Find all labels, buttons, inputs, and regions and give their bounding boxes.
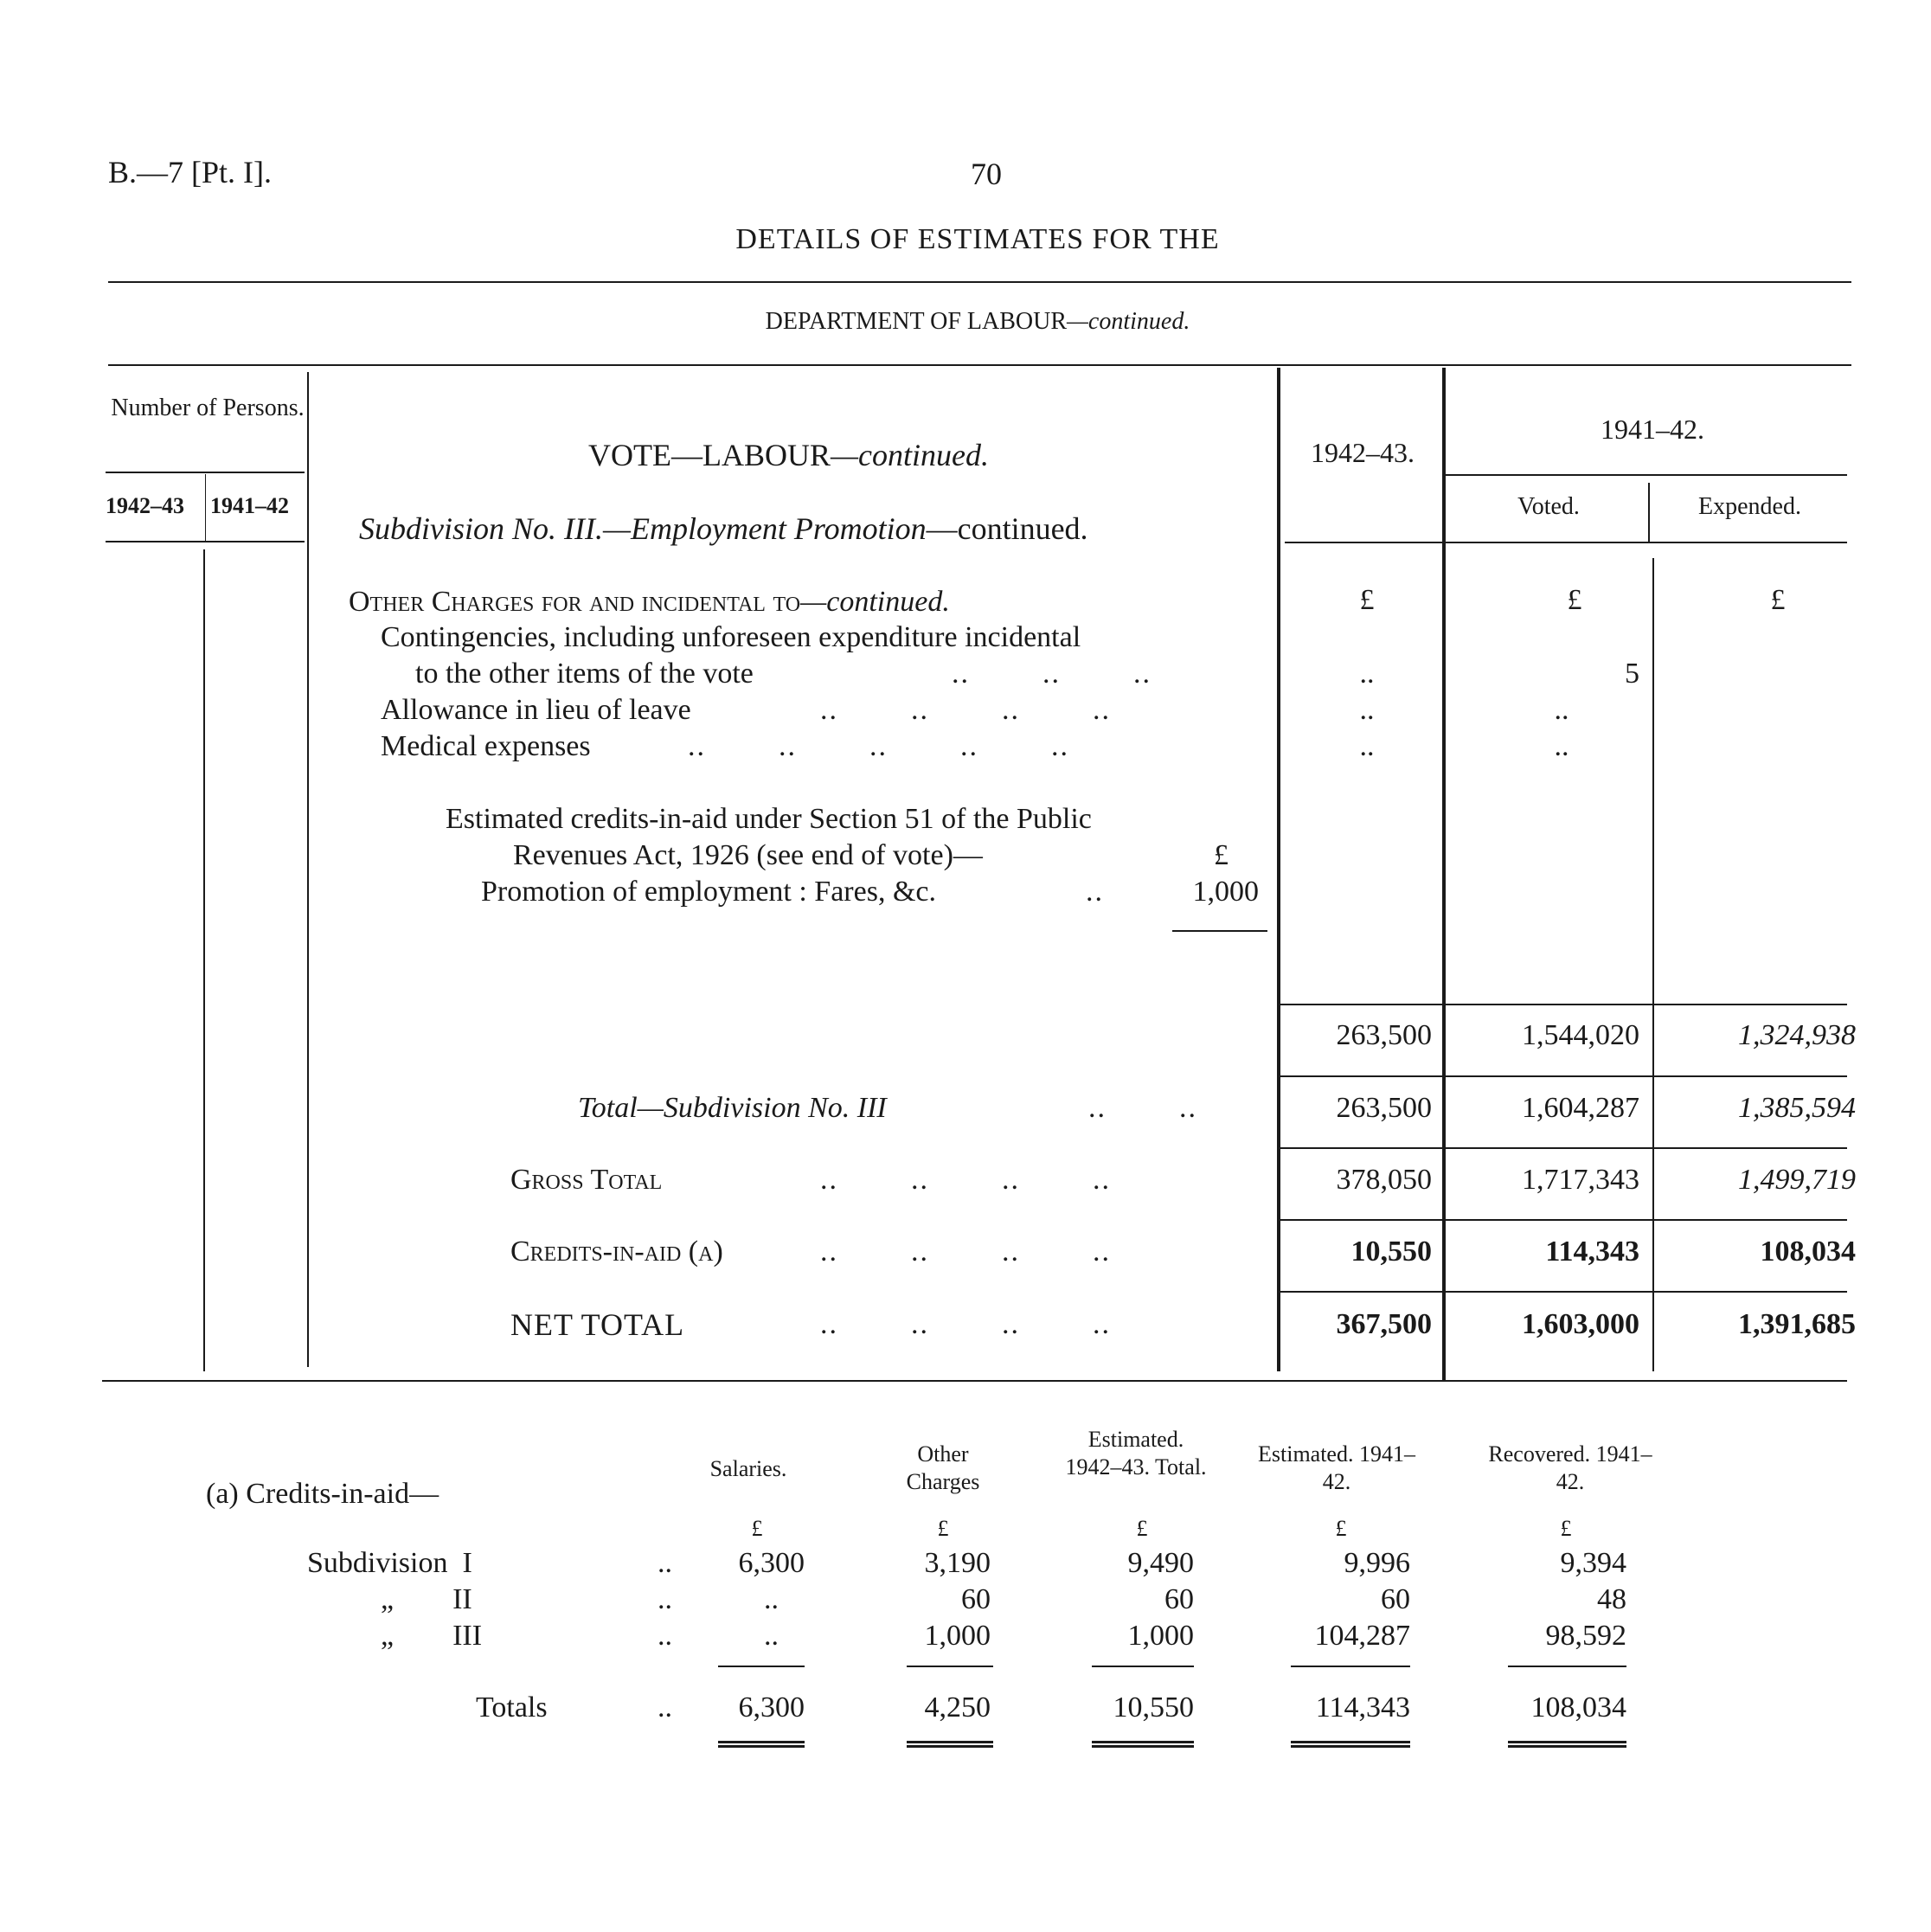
gross-total-label: Gross Total xyxy=(510,1164,663,1196)
footnote-totals-label: Totals xyxy=(476,1691,548,1723)
persons-year-divider xyxy=(205,474,206,542)
footnote-cell: .. xyxy=(764,1620,779,1652)
credits-note-amount: 1,000 xyxy=(1192,876,1259,908)
other-charges-heading-text: Other Charges for and incidental to xyxy=(349,586,801,618)
contingencies-voted: 5 xyxy=(1625,658,1639,690)
totals-rule-4 xyxy=(1280,1219,1847,1221)
subtotal-voted: 1,544,020 xyxy=(1522,1019,1639,1051)
credits-note-currency: £ xyxy=(1214,839,1229,871)
other-charges-heading-suffix: —continued. xyxy=(800,586,950,618)
footnote-currency-1: £ xyxy=(751,1516,763,1541)
description-left-rule xyxy=(307,372,309,1367)
footnote-header-estimated-current: Estimated. 1942–43. Total. xyxy=(1065,1427,1207,1479)
footnote-double-rule xyxy=(1291,1741,1410,1748)
contingencies-leader-dots: .. .. .. xyxy=(952,658,1152,690)
year-prior-header: 1941–42. xyxy=(1601,414,1704,445)
prior-year-left-rule xyxy=(1442,368,1446,1380)
totals-rule-2 xyxy=(1280,1075,1847,1077)
credits-in-aid-voted: 114,343 xyxy=(1545,1236,1639,1268)
totals-rule-3 xyxy=(1280,1147,1847,1149)
leave-allowance-current: .. xyxy=(1359,694,1375,726)
footnote-cell: 6,300 xyxy=(738,1547,805,1579)
totals-rule-5 xyxy=(1280,1291,1847,1293)
voted-header: Voted. xyxy=(1517,493,1580,520)
footnote-total-cell: 6,300 xyxy=(738,1691,805,1723)
footnote-double-rule xyxy=(1508,1741,1626,1748)
footnote-sum-rule xyxy=(1508,1666,1626,1667)
leave-allowance-voted: .. xyxy=(1554,694,1569,726)
contingencies-label-line1: Contingencies, including unforeseen expenditure incidental xyxy=(381,621,1081,653)
footnote-currency-2: £ xyxy=(937,1516,949,1541)
currency-voted: £ xyxy=(1567,584,1582,616)
page-number: 70 xyxy=(971,157,1002,191)
footnote-total-cell: 114,343 xyxy=(1315,1691,1410,1723)
document-reference: B.—7 [Pt. I]. xyxy=(108,155,272,189)
persons-header: Number of Persons. xyxy=(111,395,305,421)
footnote-total-cell: 4,250 xyxy=(924,1691,991,1723)
footnote-row-label: „ II xyxy=(381,1583,472,1615)
department-name: DEPARTMENT OF LABOUR xyxy=(765,308,1068,335)
vote-title-text: VOTE—LABOUR xyxy=(588,438,831,472)
footnote-cell: 9,996 xyxy=(1344,1547,1410,1579)
gross-total-voted: 1,717,343 xyxy=(1522,1164,1639,1196)
footnote-cell: 1,000 xyxy=(924,1620,991,1652)
footnote-cell: 60 xyxy=(1164,1583,1194,1615)
department-heading xyxy=(484,308,1471,336)
currency-expended: £ xyxy=(1770,584,1786,616)
credits-in-aid-current: 10,550 xyxy=(1350,1236,1432,1268)
footnote-sum-rule xyxy=(1291,1666,1410,1667)
persons-year-prior: 1941–42 xyxy=(210,493,289,518)
footnote-sum-rule xyxy=(907,1666,993,1667)
footnote-cell: 60 xyxy=(1381,1583,1410,1615)
table-top-rule xyxy=(108,364,1851,366)
medical-expenses-voted: .. xyxy=(1554,730,1569,762)
medical-expenses-label: Medical expenses xyxy=(381,730,591,762)
subtotal-current: 263,500 xyxy=(1336,1019,1432,1051)
footnote-cell: 9,394 xyxy=(1560,1547,1626,1579)
currency-current: £ xyxy=(1359,584,1375,616)
voted-expended-divider-top xyxy=(1648,483,1650,543)
current-year-left-rule xyxy=(1277,368,1280,1371)
footnote-cell: 98,592 xyxy=(1545,1620,1626,1652)
subtotal-expended: 1,324,938 xyxy=(1738,1019,1856,1051)
contingencies-current: .. xyxy=(1359,658,1375,690)
year-prior-rule xyxy=(1445,474,1847,476)
footnote-cell: 60 xyxy=(961,1583,991,1615)
footnote-row-dots: .. xyxy=(658,1620,672,1652)
subdivision-heading xyxy=(359,510,1088,547)
net-total-voted: 1,603,000 xyxy=(1522,1308,1639,1340)
total-subdivision-leader-dots: .. .. xyxy=(1088,1092,1197,1124)
vote-title xyxy=(588,437,989,473)
footnote-row-label: „ III xyxy=(381,1620,483,1652)
footnote-header-salaries: Salaries. xyxy=(709,1456,787,1481)
footnote-cell: 1,000 xyxy=(1127,1620,1194,1652)
footnote-cell: 9,490 xyxy=(1127,1547,1194,1579)
page-title: DETAILS OF ESTIMATES FOR THE xyxy=(735,223,1220,255)
gross-total-leader-dots: .. .. .. .. xyxy=(820,1164,1111,1196)
footnote-sum-rule xyxy=(718,1666,805,1667)
footnote-row-dots: .. xyxy=(658,1547,672,1579)
leave-allowance-label: Allowance in lieu of leave xyxy=(381,694,691,726)
net-total-leader-dots: .. .. .. .. xyxy=(820,1308,1111,1340)
credits-note-line3: Promotion of employment : Fares, &c. xyxy=(481,876,936,908)
department-suffix: —continued. xyxy=(1067,308,1190,335)
credits-note-line1: Estimated credits-in-aid under Section 51 of the Public xyxy=(446,803,1092,835)
medical-expenses-current: .. xyxy=(1359,730,1375,762)
footnote-cell: 3,190 xyxy=(924,1547,991,1579)
footnote-header-recovered: Recovered. 1941–42. xyxy=(1488,1441,1652,1494)
footnote-cell: 104,287 xyxy=(1314,1620,1410,1652)
credits-note-line2: Revenues Act, 1926 (see end of vote)— xyxy=(513,839,983,871)
other-charges-heading xyxy=(349,586,950,619)
net-total-current: 367,500 xyxy=(1336,1308,1432,1340)
expended-header: Expended. xyxy=(1698,493,1801,520)
footnote-totals-dots: .. xyxy=(658,1691,672,1723)
footnote-total-cell: 108,034 xyxy=(1530,1691,1626,1723)
credits-in-aid-leader-dots: .. .. .. .. xyxy=(820,1236,1111,1268)
footnote-currency-5: £ xyxy=(1560,1516,1572,1541)
footnote-row-label: Subdivision I xyxy=(307,1547,472,1579)
footnote-double-rule xyxy=(718,1741,805,1748)
footnote-header-other-charges: Other Charges xyxy=(906,1441,980,1494)
net-total-expended: 1,391,685 xyxy=(1738,1308,1856,1340)
contingencies-label-line2: to the other items of the vote xyxy=(415,658,754,690)
totals-rule-1 xyxy=(1280,1004,1847,1005)
net-total-label: NET TOTAL xyxy=(510,1307,685,1342)
credits-in-aid-expended: 108,034 xyxy=(1760,1236,1856,1268)
persons-divider xyxy=(203,549,205,1371)
total-subdivision-label: Total—Subdivision No. III xyxy=(578,1092,887,1124)
footnote-double-rule xyxy=(1092,1741,1194,1748)
vote-title-suffix: —continued. xyxy=(830,438,989,472)
footnote-double-rule xyxy=(907,1741,993,1748)
year-current-header: 1942–43. xyxy=(1311,437,1415,468)
credits-note-leader-dots: .. xyxy=(1086,876,1104,908)
total-subdivision-voted: 1,604,287 xyxy=(1522,1092,1639,1124)
footnote-header-estimated-prior: Estimated. 1941–42. xyxy=(1258,1441,1415,1494)
total-subdivision-expended: 1,385,594 xyxy=(1738,1092,1856,1124)
table-bottom-rule xyxy=(102,1380,1847,1382)
footnote-currency-3: £ xyxy=(1136,1516,1148,1541)
subdivision-title: Subdivision No. III.—Employment Promotion xyxy=(359,511,927,546)
gross-total-current: 378,050 xyxy=(1336,1164,1432,1196)
total-subdivision-current: 263,500 xyxy=(1336,1092,1432,1124)
medical-expenses-leader-dots: .. .. .. .. .. xyxy=(688,730,1069,762)
persons-year-current: 1942–43 xyxy=(106,493,184,518)
footnote-row-dots: .. xyxy=(658,1583,672,1615)
leave-allowance-leader-dots: .. .. .. .. xyxy=(820,694,1111,726)
subdivision-suffix: —continued. xyxy=(926,511,1088,546)
header-rule xyxy=(108,281,1851,283)
footnote-currency-4: £ xyxy=(1335,1516,1347,1541)
footnote-title: (a) Credits-in-aid— xyxy=(206,1478,439,1510)
persons-rule xyxy=(106,472,305,473)
footnote-cell: 48 xyxy=(1597,1583,1626,1615)
credits-note-rule xyxy=(1172,930,1267,932)
credits-in-aid-label: Credits-in-aid (a) xyxy=(510,1236,723,1268)
column-header-rule xyxy=(1285,542,1847,543)
footnote-sum-rule xyxy=(1092,1666,1194,1667)
footnote-total-cell: 10,550 xyxy=(1113,1691,1194,1723)
gross-total-expended: 1,499,719 xyxy=(1738,1164,1856,1196)
footnote-cell: .. xyxy=(764,1583,779,1615)
